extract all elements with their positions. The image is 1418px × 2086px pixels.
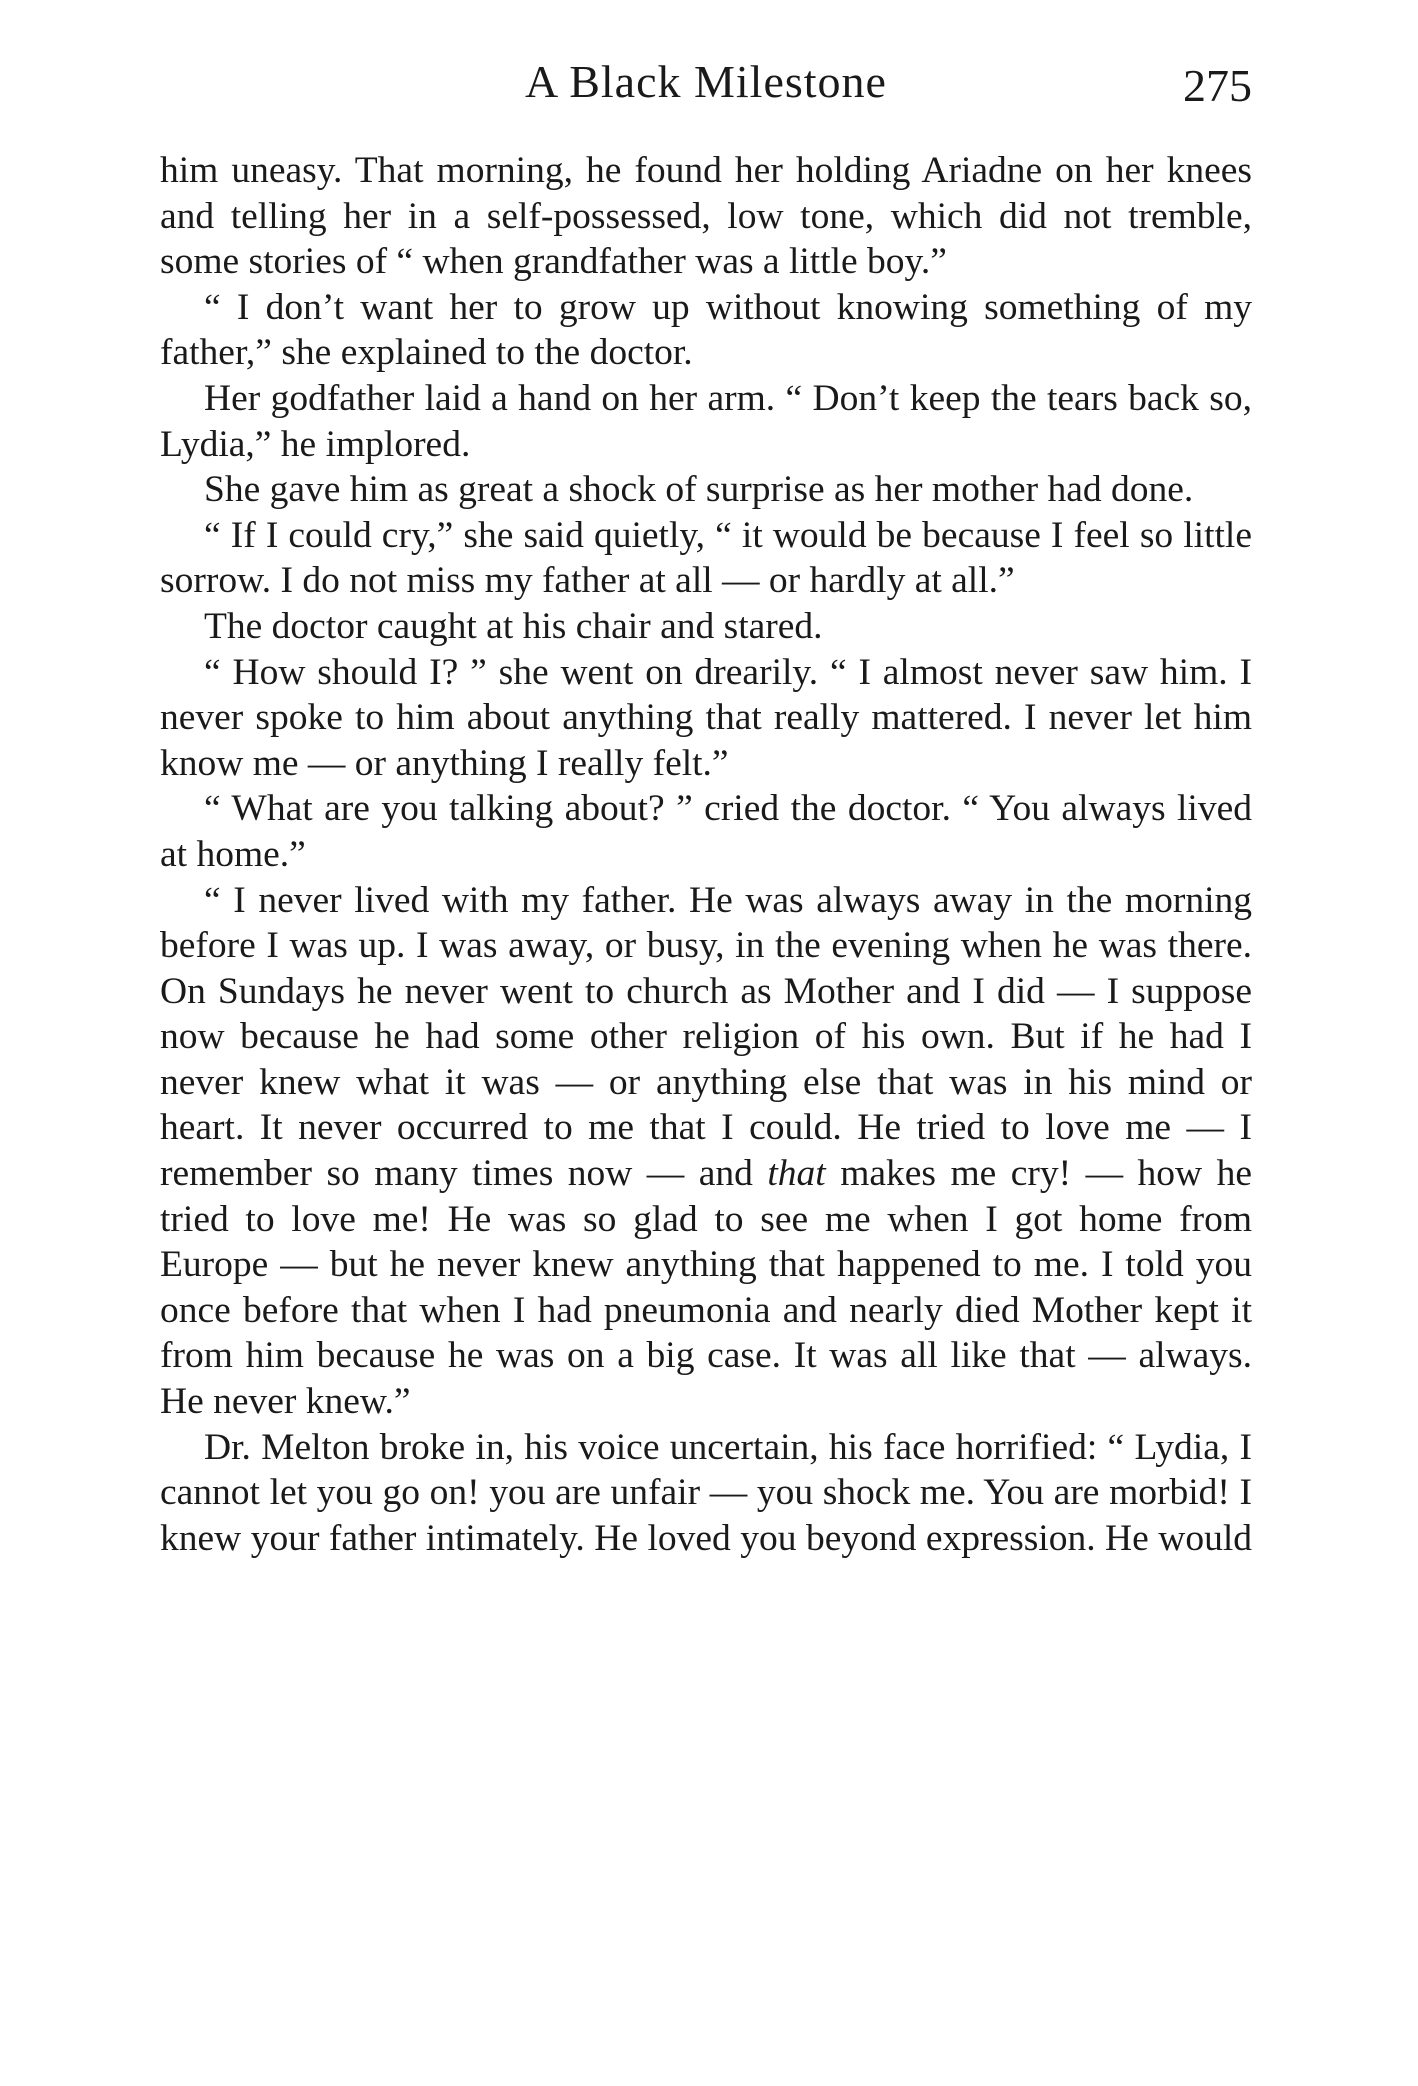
paragraph-text: “ I never lived with my father. He was always away in the morning before I was up. I was away, or busy, in the evening when he was there. On Sundays he never went to church as Mother and I did — I suppose now because he had some other religion of his own. But if he had I never knew what it was — or anything else that was in his mind or heart. It never occurred to me that I could. He tried to love me — I remember so many times now — and <box>160 879 1252 1195</box>
paragraph <box>160 878 1252 1425</box>
emphasized-word: that <box>767 1153 826 1195</box>
paragraph: She gave him as great a shock of surprise as her mother had done. <box>204 469 1194 511</box>
paragraph: “ How should I? ” she went on drearily. “ I almost never saw him. I never spoke to him about anything that really mattered. I never let him know me — or anything I really felt.” <box>160 651 1252 784</box>
running-head <box>160 52 1252 112</box>
page-number: 275 <box>1183 60 1252 111</box>
paragraph: “ What are you talking about? ” cried the doctor. “ You always lived at home.” <box>160 788 1252 875</box>
running-title: A Black Milestone <box>525 56 887 107</box>
body-text <box>160 148 1252 1561</box>
paragraph-text: makes me cry! — how he tried to love me! He was so glad to see me when I got home from Europe — but he never knew anything that happened to me. I told you once before that when I had pneumonia and nearly died Mother kept it from him because he was on a big case. It was all like that — always. He never knew.” <box>160 1153 1252 1423</box>
paragraph: The doctor caught at his chair and stared. <box>204 605 823 647</box>
paragraph: “ I don’t want her to grow up without knowing something of my father,” she explained to the doctor. <box>160 286 1252 374</box>
paragraph: him uneasy. That morning, he found her holding Ariadne on her knees and telling her in a self-possessed, low tone, which did not tremble, some stories of “ when grandfather was a little boy.” <box>160 150 1252 283</box>
paragraph: “ If I could cry,” she said quietly, “ it would be because I feel so little sorrow. I do not miss my father at all — or hardly at all.” <box>160 514 1252 602</box>
paragraph: Her godfather laid a hand on her arm. “ Don’t keep the tears back so, Lydia,” he implored. <box>160 377 1252 465</box>
paragraph: Dr. Melton broke in, his voice uncertain, his face horrified: “ Lydia, I cannot let you go on! you are unfair — you shock me. You are morbid! I knew your father intimately. He loved you beyond expression. He would <box>160 1426 1252 1559</box>
